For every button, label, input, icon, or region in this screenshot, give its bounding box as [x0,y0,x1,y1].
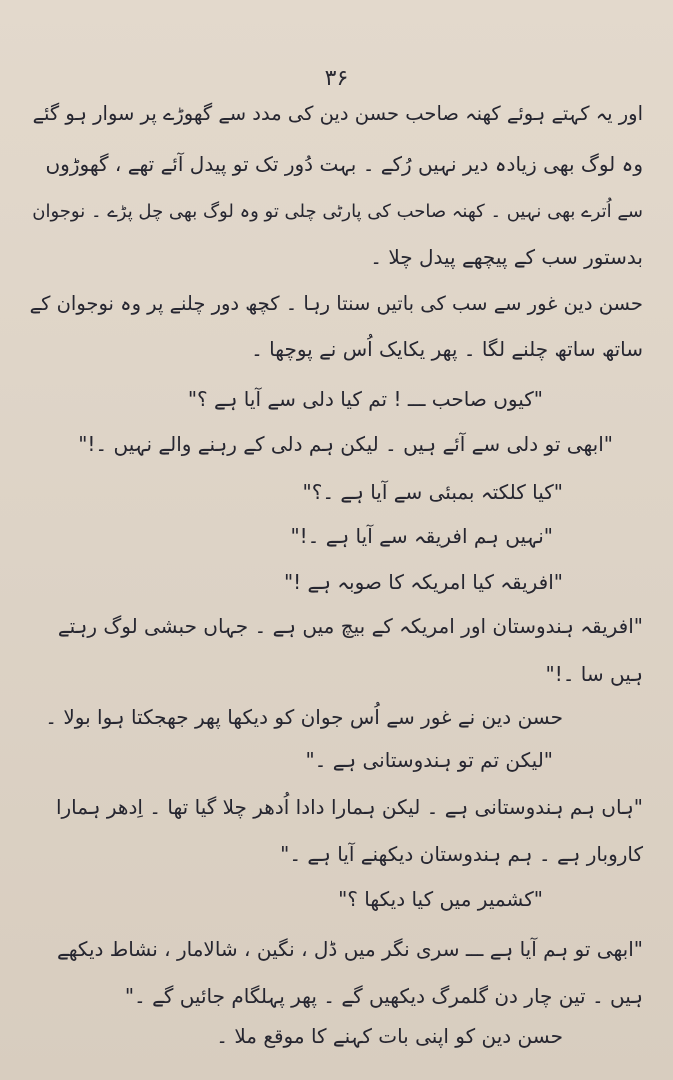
text-line-10: "نہیں ہم افریقہ سے آیا ہے ۔!" [290,524,553,548]
text-line-1: اور یہ کہتے ہوئے کھنہ صاحب حسن دین کی مدد سے گھوڑے پر سوار ہو گئے [32,102,643,125]
text-line-15: "لیکن تم تو ہندوستانی ہے ۔" [305,748,553,772]
text-line-11: "افریقہ کیا امریکہ کا صوبہ ہے !" [283,570,563,594]
text-line-5: حسن دین غور سے سب کی باتیں سنتا رہا ۔ کچھ دور چلنے پر وہ نوجوان کے [29,292,643,315]
text-line-12: "افریقہ ہندوستان اور امریکہ کے بیچ میں ہے ۔ جہاں حبشی لوگ رہتے [57,614,643,638]
text-line-8: "ابھی تو دلی سے آئے ہیں ۔ لیکن ہم دلی کے رہنے والے نہیں ۔!" [78,432,613,456]
text-line-17: کاروبار ہے ۔ ہم ہندوستان دیکھنے آیا ہے ۔" [280,842,643,866]
text-line-3: سے اُترے بھی نہیں ۔ کھنہ صاحب کی پارٹی چلی تو وہ لوگ بھی چل پڑے ۔ نوجوان [32,201,643,222]
text-line-6: ساتھ ساتھ چلنے لگا ۔ پھر یکایک اُس نے پوچھا ۔ [251,337,643,361]
text-line-13: ہیں سا ۔!" [545,662,643,686]
text-line-21: حسن دین کو اپنی بات کہنے کا موقع ملا ۔ [216,1024,563,1048]
text-line-2: وہ لوگ بھی زیادہ دیر نہیں رُکے ۔ بہت دُور تک تو پیدل آئے تھے ، گھوڑوں [45,152,643,176]
text-line-20: ہیں ۔ تین چار دن گلمرگ دیکھیں گے ۔ پھر پہلگام جائیں گے ۔" [124,984,643,1008]
text-line-4: بدستور سب کے پیچھے پیدل چلا ۔ [370,245,643,269]
text-line-14: حسن دین نے غور سے اُس جوان کو دیکھا پھر جھجکتا ہوا بولا ۔ [45,705,563,729]
text-line-9: "کیا کلکتہ بمبئی سے آیا ہے ۔؟" [302,480,563,504]
text-line-16: "ہاں ہم ہندوستانی ہے ۔ لیکن ہمارا دادا اُدھر چلا گیا تھا ۔ اِدھر ہمارا [55,795,643,819]
text-line-18: "کشمیر میں کیا دیکھا ؟" [338,887,543,911]
page-number: ۳۶ [324,66,349,91]
text-line-7: "کیوں صاحب ـــ ! تم کیا دلی سے آیا ہے ؟" [187,387,543,411]
text-line-19: "ابھی تو ہم آیا ہے ـــ سری نگر میں ڈل ، نگین ، شالامار ، نشاط دیکھے [56,937,643,961]
